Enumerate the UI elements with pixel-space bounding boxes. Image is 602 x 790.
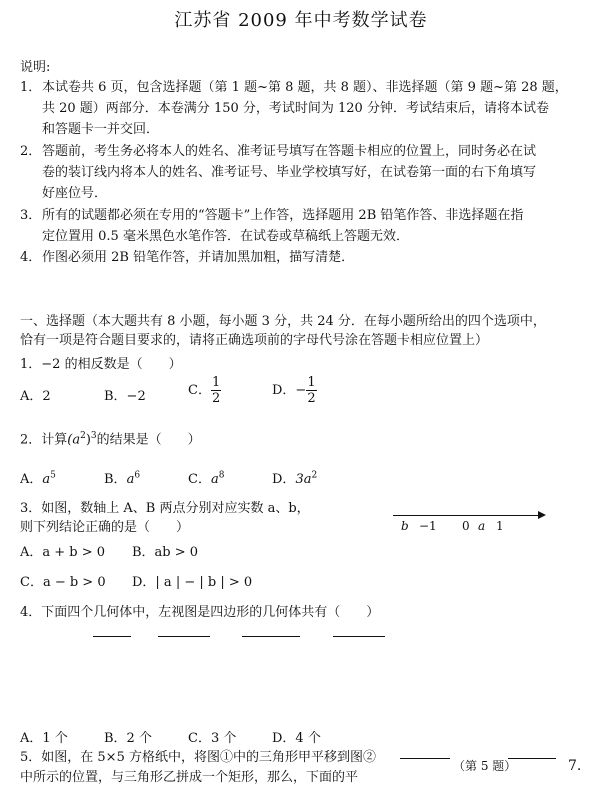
section-heading-line: 一、选择题（本大题共有 8 小题，每小题 3 分，共 24 分．在每小题所给出的四个选项中，	[20, 314, 546, 329]
q4-option-c: C．3 个	[188, 731, 237, 746]
figure-mark: 7.	[568, 758, 582, 774]
note-number: 3．	[20, 208, 42, 223]
number-line-label-1: 1	[496, 519, 504, 533]
option-label: C．	[188, 472, 211, 487]
fraction	[306, 375, 316, 406]
q3-option-b: B．ab > 0	[132, 545, 199, 560]
q2-option-b	[104, 468, 140, 487]
number-line-label-b: b	[401, 519, 409, 533]
fraction	[211, 375, 221, 406]
number-line-label-0: 0	[462, 519, 470, 533]
note-number: 2．	[20, 144, 42, 159]
question-5-stem-2: 中所示的位置，与三角形乙拼成一个矩形，那么，下面的平	[20, 770, 359, 785]
q3-option-c: C．a − b > 0	[20, 575, 106, 590]
note-line: 卷的装订线内将本人的姓名、准考证号、毕业学校填写好，在试卷第一面的右下角填写	[42, 165, 537, 180]
note-line: 作图必须用 2B 铅笔作答，并请加黑加粗，描写清楚．	[42, 250, 355, 265]
q4-option-d: D．4 个	[272, 731, 321, 746]
q1-option-d	[272, 375, 317, 406]
note-line: 好座位号．	[42, 186, 108, 201]
note-line: 和答题卡一并交回．	[42, 122, 160, 137]
q1-option-b: B．−2	[104, 389, 146, 404]
arrow-right-icon	[538, 511, 546, 519]
option-label: D．−	[272, 383, 307, 398]
number-line-axis	[393, 515, 539, 516]
figure-line	[400, 758, 450, 759]
expression-base: (a	[67, 432, 81, 448]
note-line: 共 20 题）两部分．本卷满分 150 分，考试时间为 120 分钟．考试结束后，请将本试卷	[42, 101, 549, 116]
question-3-stem-2: 则下列结论正确的是（ ）	[20, 520, 190, 535]
question-3-stem-1: 3．如图，数轴上 A、B 两点分别对应实数 a、b，	[20, 501, 310, 516]
q1-option-c	[188, 375, 221, 406]
base: a	[126, 472, 135, 487]
denominator: 2	[307, 391, 316, 406]
option-label: C．	[188, 383, 211, 398]
figure-caption: （第 5 题）	[453, 759, 517, 773]
numerator: 1	[307, 375, 316, 390]
number-line-label-a: a	[478, 519, 486, 533]
figure-caption-line	[158, 636, 210, 637]
exponent: 6	[134, 470, 141, 481]
q2-option-d	[272, 468, 317, 487]
option-label: B．	[104, 472, 127, 487]
exponent: 8	[218, 470, 225, 481]
exponent: 2	[80, 431, 86, 441]
note-number: 4．	[20, 250, 42, 265]
q2-option-c	[188, 468, 224, 487]
question-5-stem-1: 5．如图，在 5×5 方格纸中，将图①中的三角形甲平移到图②	[20, 750, 376, 765]
stem-text: 的结果是（ ）	[96, 432, 201, 448]
q1-option-a: A．2	[20, 389, 51, 404]
paren: )	[85, 432, 91, 448]
exponent: 5	[50, 470, 56, 481]
numerator: 1	[211, 375, 221, 390]
note-line: 答题前，考生务必将本人的姓名、准考证号填写在答题卡相应的位置上，同时务必在试	[42, 144, 537, 159]
q2-option-a	[20, 468, 56, 487]
option-label: A．	[20, 472, 43, 487]
q3-option-d: D．| a | − | b | > 0	[132, 575, 253, 590]
exponent: 3	[90, 431, 97, 441]
note-line: 所有的试题都必须在专用的“答题卡”上作答，选择题用 2B 铅笔作答、非选择题在指	[42, 208, 524, 223]
q3-option-a: A．a + b > 0	[20, 545, 106, 560]
stem-text: 2．计算	[20, 432, 68, 448]
exponent: 2	[311, 470, 318, 481]
option-label: D．	[272, 472, 296, 487]
q4-option-a: A．1 个	[20, 731, 68, 746]
notes-heading: 说明:	[20, 60, 51, 75]
question-1-stem: 1．−2 的相反数是（ ）	[20, 357, 182, 372]
base: a	[210, 472, 219, 487]
base: 3a	[295, 472, 312, 487]
note-line: 本试卷共 6 页，包含选择题（第 1 题~第 8 题，共 8 题）、非选择题（第 9 题~第 28 题，	[42, 80, 568, 95]
number-line-label-neg1: −1	[419, 519, 437, 533]
q4-option-b: B．2 个	[104, 731, 152, 746]
question-4-stem: 4．下面四个几何体中，左视图是四边形的几何体共有（ ）	[20, 605, 380, 620]
figure-caption-line	[333, 636, 385, 637]
exam-title: 江苏省 2009 年中考数学试卷	[174, 10, 428, 31]
note-number: 1．	[20, 80, 42, 95]
denominator: 2	[211, 391, 221, 406]
figure-caption-line	[93, 636, 131, 637]
base: a	[42, 472, 51, 487]
question-2-stem	[20, 426, 201, 450]
figure-caption-line	[242, 636, 300, 637]
note-line: 定位置用 0.5 毫米黑色水笔作答．在试卷或草稿纸上答题无效．	[42, 229, 409, 244]
section-heading-line: 恰有一项是符合题目要求的，请将正确选项前的字母代号涂在答题卡相应位置上）	[20, 333, 489, 348]
